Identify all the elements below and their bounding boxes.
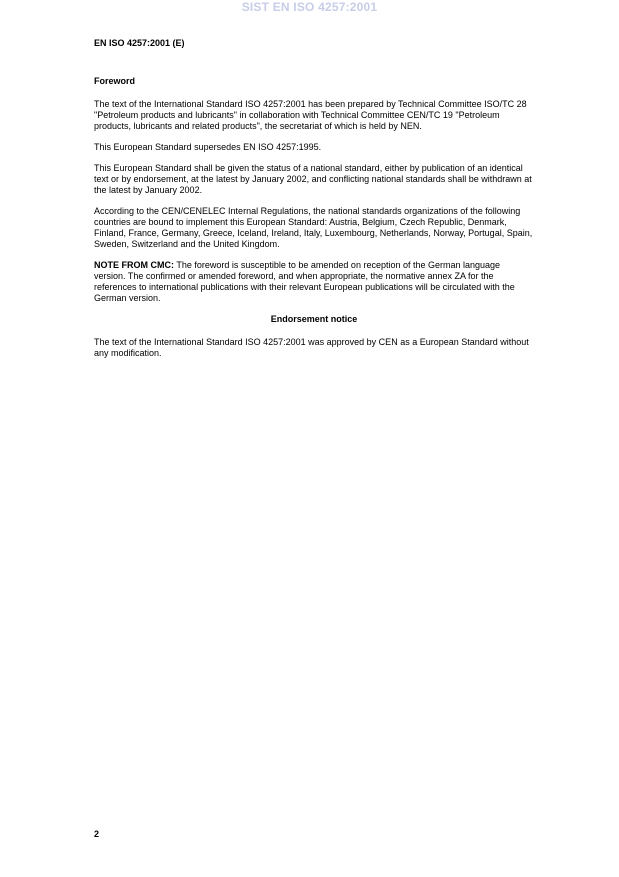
cmc-note xyxy=(94,260,534,304)
foreword-paragraph-3: This European Standard shall be given the status of a national standard, either by publication of an identical text or by endorsement, at the latest by January 2002, and conflicting national standards shall be withdrawn at the latest by January 2002. xyxy=(94,163,532,195)
foreword-paragraph-2: This European Standard supersedes EN ISO 4257:1995. xyxy=(94,142,322,152)
endorsement-title: Endorsement notice xyxy=(270,314,358,324)
page-number: 2 xyxy=(94,829,100,839)
foreword-title: Foreword xyxy=(94,76,136,86)
page-content xyxy=(94,76,534,369)
endorsement-text: The text of the International Standard ISO 4257:2001 was approved by CEN as a European Standard without any modification. xyxy=(94,337,529,358)
watermark: SIST EN ISO 4257:2001 xyxy=(241,0,378,14)
document-header: EN ISO 4257:2001 (E) xyxy=(94,38,185,48)
foreword-paragraph-1: The text of the International Standard ISO 4257:2001 has been prepared by Technical Committee ISO/TC 28 "Petroleum products and lubricants" in collaboration with Technical Committee CEN/TC 19 "Petroleum products, lubricants and related products", the secretariat of which is held by NEN. xyxy=(94,99,527,131)
cmc-note-label: NOTE FROM CMC: xyxy=(94,260,174,270)
cmc-note-text: The foreword is susceptible to be amended on reception of the German language version. The confirmed or amended foreword, and when appropriate, the normative annex ZA for the references to international publications with their relevant European publications will be circulated with the German version. xyxy=(94,260,515,303)
foreword-paragraph-4: According to the CEN/CENELEC Internal Regulations, the national standards organizations of the following countries are bound to implement this European Standard: Austria, Belgium, Czech Republic, Denmark, Finland, France, Germany, Greece, Iceland, Ireland, Italy, Luxembourg, Netherlands, Norway, Portugal, Spain, Sweden, Switzerland and the United Kingdom. xyxy=(94,206,533,249)
